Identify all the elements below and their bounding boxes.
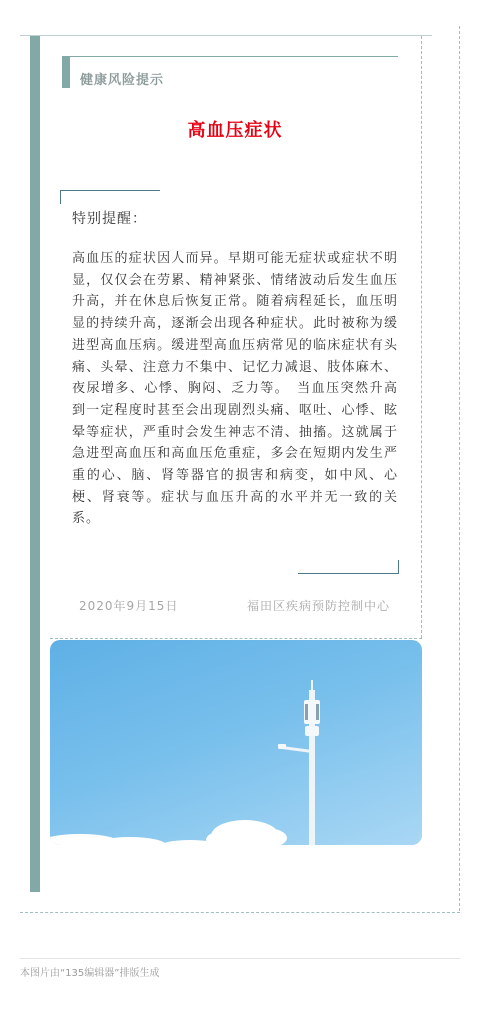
antenna-panel-lower (305, 726, 319, 736)
left-accent-bar (30, 36, 40, 892)
corner-decoration-top-vertical (60, 190, 61, 204)
street-light-head (278, 744, 286, 749)
bottom-dashed-border (20, 912, 460, 913)
frame-top-line (20, 35, 432, 36)
photo-divider (50, 638, 422, 639)
sky-tower-photo (50, 640, 422, 845)
footer-divider (20, 958, 460, 959)
article-paragraph: 高血压的症状因人而异。早期可能无症状或症状不明显，仅仅会在劳累、精神紧张、情绪波动后发生血压升高，并在休息后恢复正常。随着病程延长，血压明显的持续升高，逐渐会出现各种症状。此时被称为缓进型高血压病。缓进型高血压病常见的临床症状有头痛、头晕、注意力不集中、记忆力减退、肢体麻木、夜尿增多、心悸、胸闷、乏力等。 当血压突然升高到一定程度时甚至会出现剧烈头痛、呕吐、心悸、眩晕等症状，严重时会发生神志不清、抽搐。这就属于急进型高血压和高血压危重症，多会在短期内发生严重的心、脑、肾等器官的损害和病变，如中风、心梗、肾衰等。症状与血压升高的水平并无一致的关系。 (72, 251, 398, 527)
remind-heading: 特别提醒： (72, 211, 147, 227)
organization-name: 福田区疾病预防控制中心 (246, 599, 390, 613)
corner-decoration-top (60, 190, 160, 191)
clouds (50, 820, 287, 845)
corner-decoration-bottom (298, 573, 398, 574)
label-accent-bar (62, 56, 70, 88)
corner-decoration-bottom-vertical (398, 560, 399, 574)
photo-illustration (50, 640, 422, 845)
publish-date: 2020年9月15日 (79, 599, 179, 613)
footer-credit: 本图片由“135编辑器”排版生成 (20, 968, 160, 979)
page-title: 高血压症状 (187, 120, 283, 141)
outer-right-dashed-border (459, 26, 460, 911)
street-light-arm (282, 746, 312, 753)
section-label: 健康风险提示 (80, 73, 165, 88)
tower-antenna-tip (311, 680, 313, 694)
label-top-line (62, 56, 398, 57)
